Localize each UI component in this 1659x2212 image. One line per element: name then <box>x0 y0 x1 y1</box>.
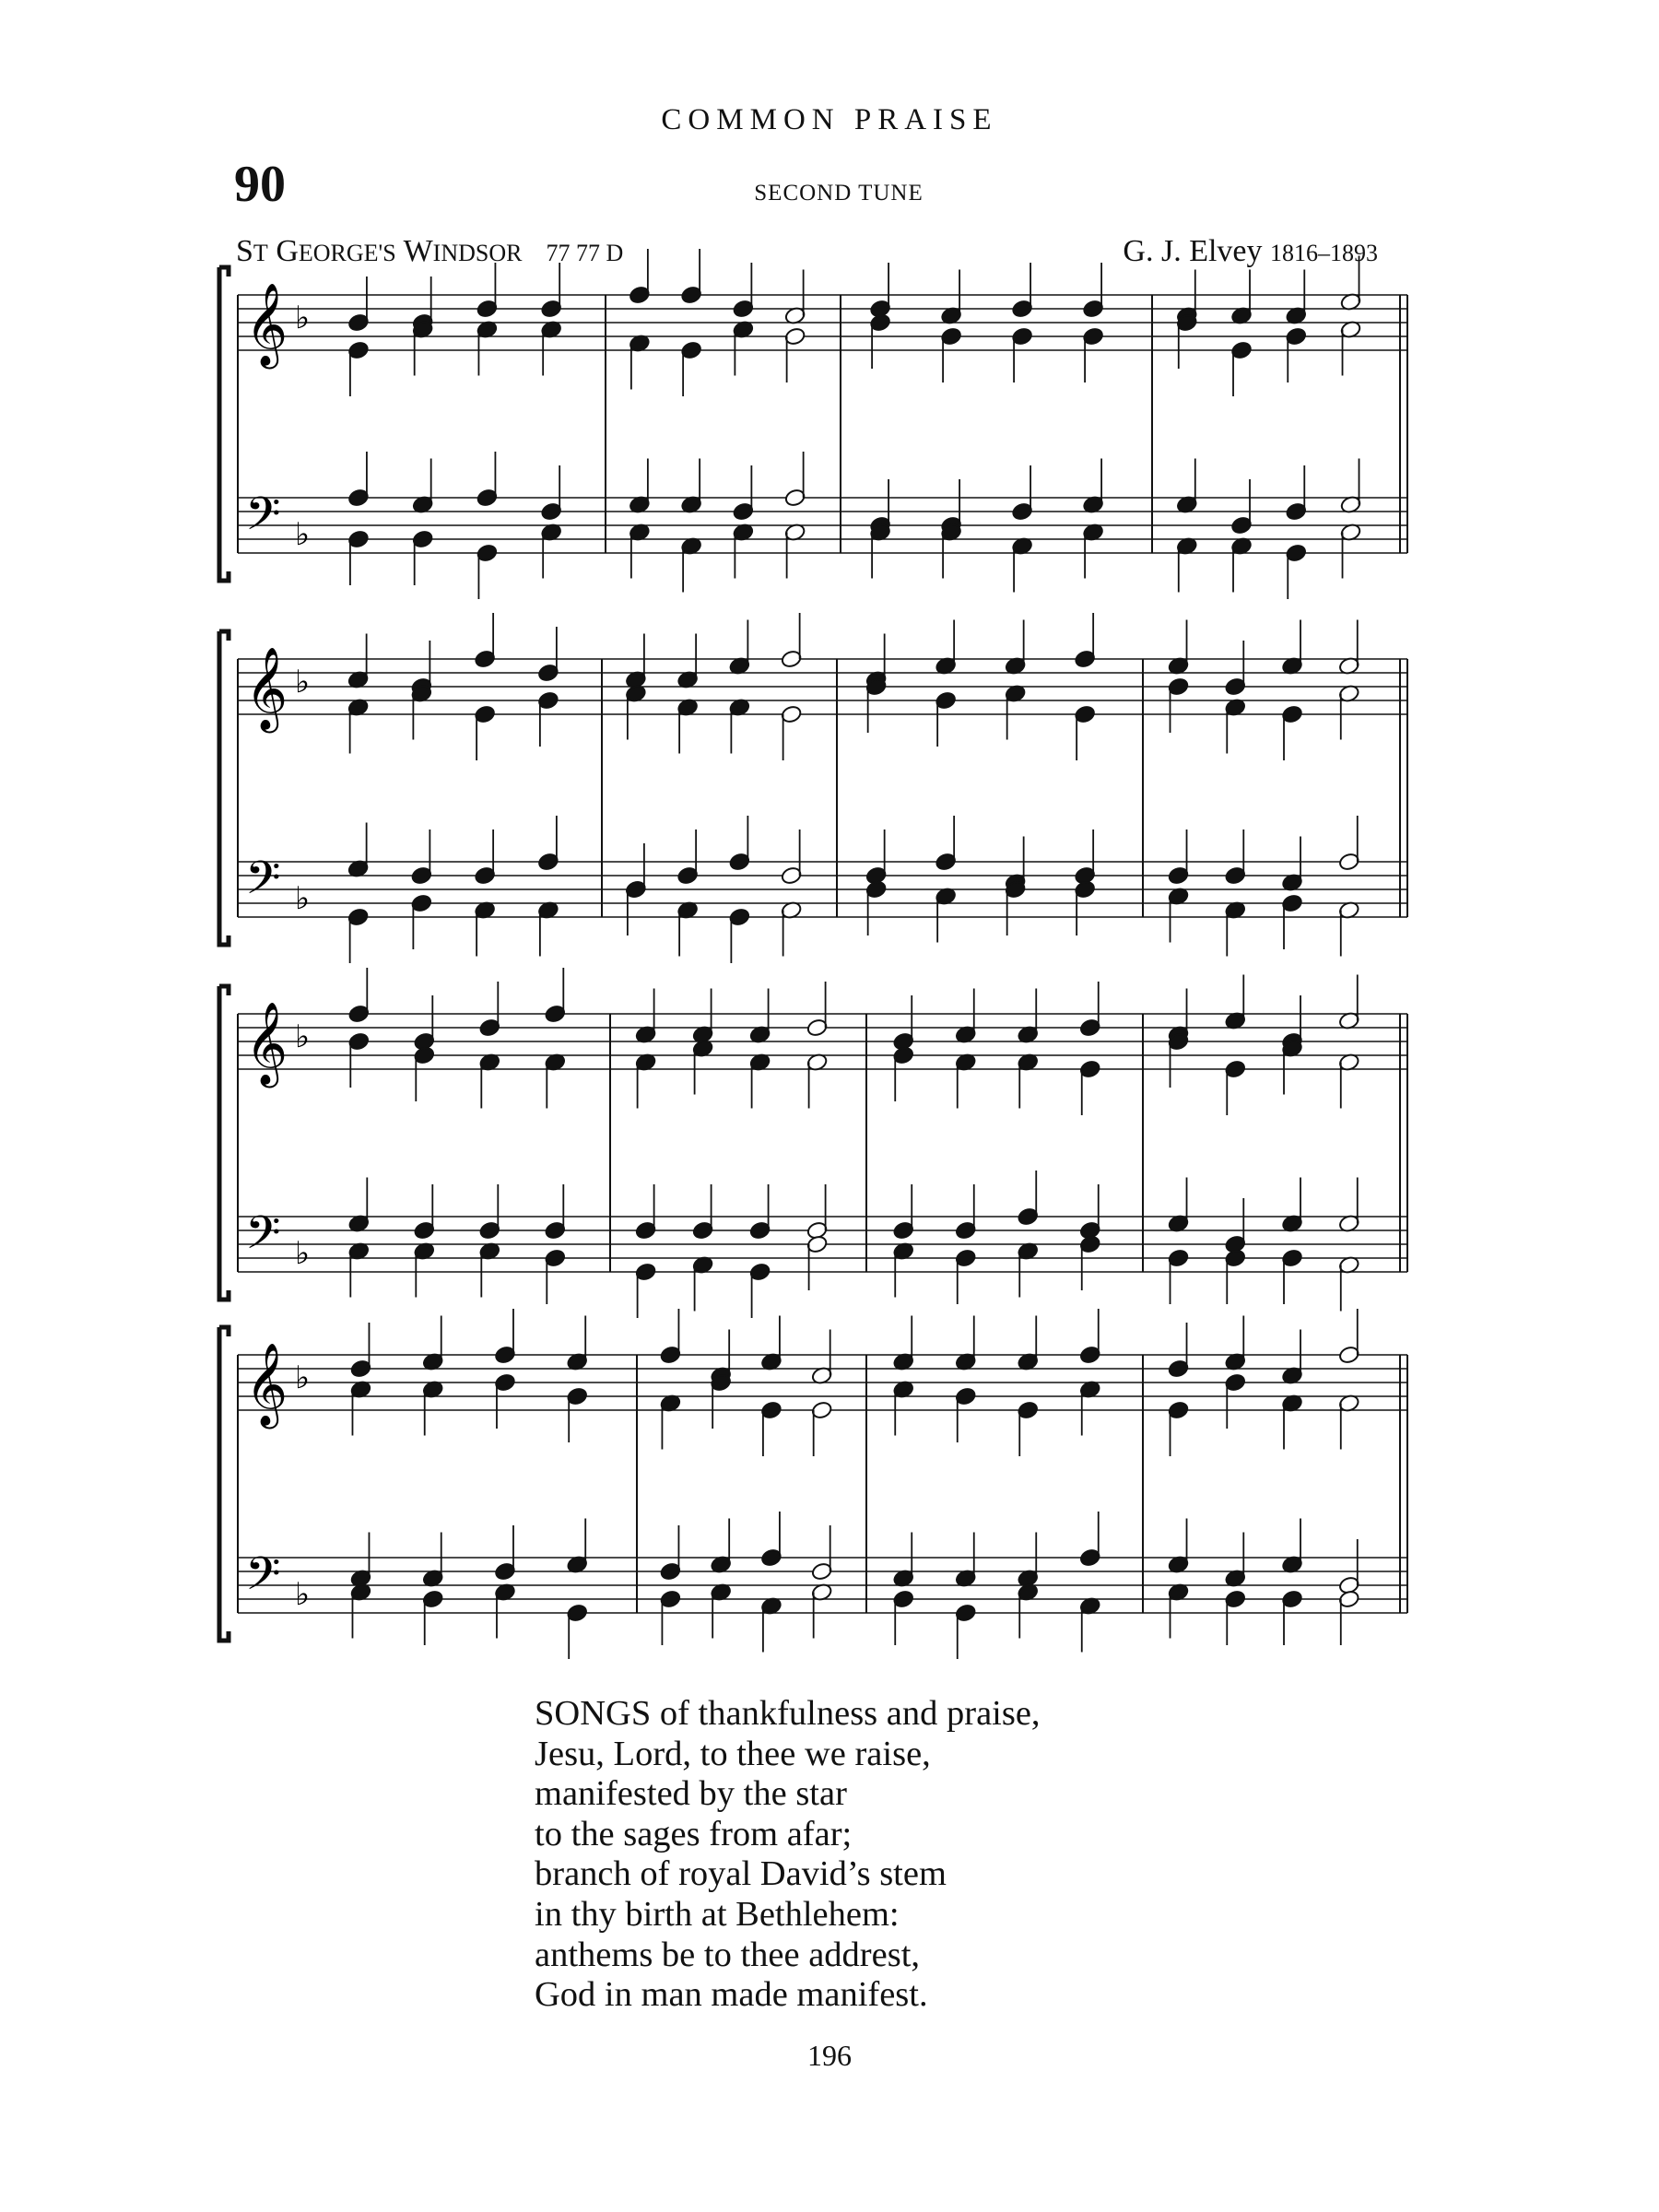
bass-clef-icon: 𝄢 <box>245 852 281 916</box>
verse-line: anthems be to thee addrest, <box>535 1935 921 1974</box>
verse-line: Jesu, Lord, to thee we raise, <box>535 1734 931 1773</box>
verse-line: God in man made manifest. <box>535 1975 928 2015</box>
verse-line: SONGS of thankfulness and praise, <box>535 1694 1041 1733</box>
tune-label: SECOND TUNE <box>754 181 924 206</box>
flat-icon: ♭ <box>295 1235 311 1272</box>
verse-line: branch of royal David’s stem <box>535 1854 947 1894</box>
system-bracket <box>219 1327 229 1641</box>
system-bracket <box>219 986 229 1300</box>
meter: 77 77 D <box>546 240 624 266</box>
verse-line: in thy birth at Bethlehem: <box>535 1894 900 1934</box>
system-bracket <box>219 631 229 945</box>
bass-clef-icon: 𝄢 <box>245 488 281 552</box>
verse-line: manifested by the star <box>535 1774 847 1814</box>
flat-icon: ♭ <box>295 1576 311 1613</box>
flat-icon: ♭ <box>295 664 311 700</box>
treble-clef-icon: 𝄞 <box>245 647 288 730</box>
flat-icon: ♭ <box>295 300 311 336</box>
bass-clef-icon: 𝄢 <box>245 1206 281 1271</box>
treble-clef-icon: 𝄞 <box>245 1343 288 1426</box>
composer: G. J. Elvey 1816–1893 <box>1123 234 1378 268</box>
composer-dates: 1816–1893 <box>1270 240 1378 266</box>
flat-icon: ♭ <box>295 516 311 553</box>
verse-line: to the sages from afar; <box>535 1814 853 1853</box>
running-head: COMMON PRAISE <box>661 103 998 136</box>
treble-clef-icon: 𝄞 <box>245 1002 288 1085</box>
treble-clef-icon: 𝄞 <box>245 283 288 366</box>
system-bracket <box>219 267 229 581</box>
tune-name: ST GEORGE'S WINDSOR 77 77 D <box>236 234 624 268</box>
verse <box>535 1694 1041 2016</box>
flat-icon: ♭ <box>295 1018 311 1055</box>
page-number: 196 <box>807 2039 852 2072</box>
flat-icon: ♭ <box>295 880 311 917</box>
flat-icon: ♭ <box>295 1359 311 1396</box>
hymn-number: 90 <box>234 156 286 213</box>
bass-clef-icon: 𝄢 <box>245 1547 281 1612</box>
